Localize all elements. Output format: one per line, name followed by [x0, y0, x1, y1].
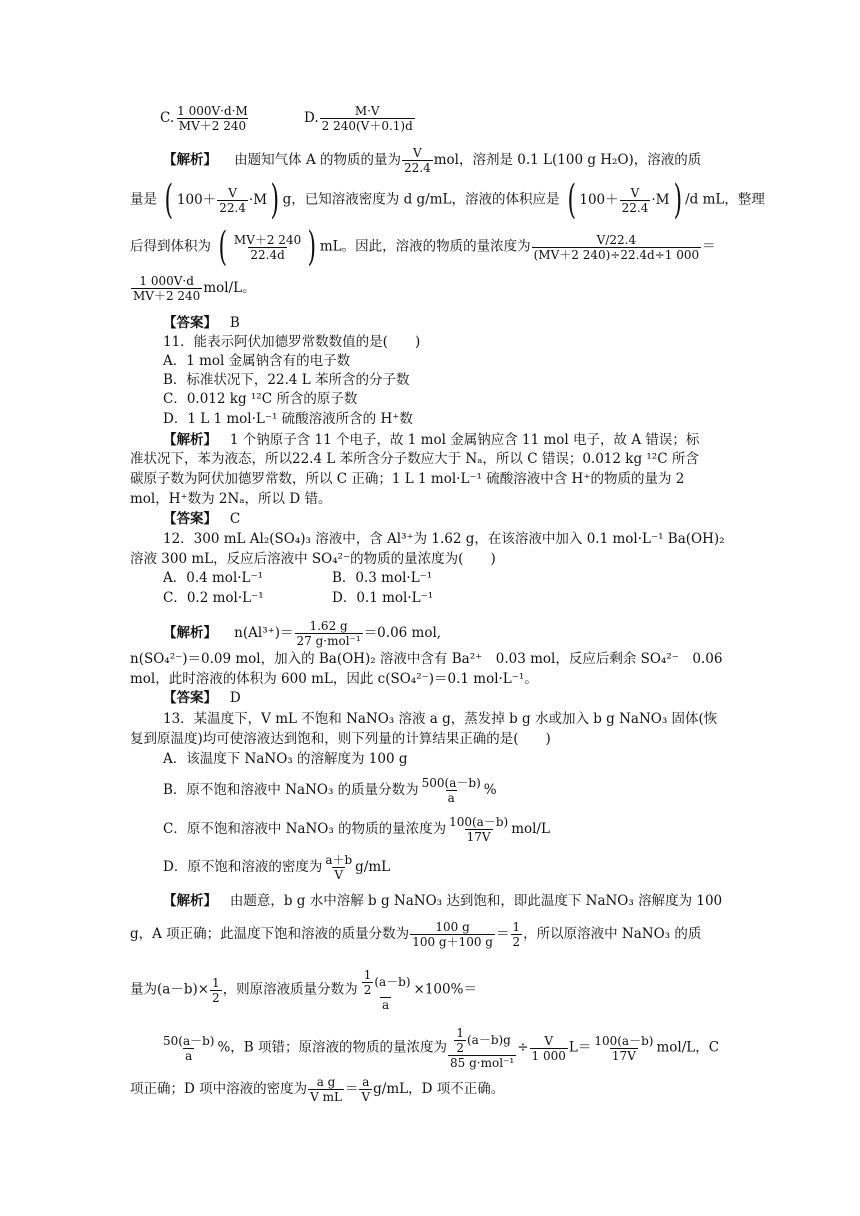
- fraction: [402, 146, 433, 175]
- q13-option-c: [163, 815, 550, 844]
- numerator: 100(a－b): [449, 815, 509, 829]
- fraction: [532, 233, 702, 262]
- denominator: MV＋2 240: [133, 289, 201, 303]
- q13-analysis-line4: [160, 1026, 719, 1070]
- text: g/mL: [355, 859, 391, 875]
- q10-answer: [163, 314, 240, 332]
- q13-analysis-line1: [163, 892, 722, 910]
- q12-analysis-line1: [163, 619, 441, 648]
- text: 后得到体积为: [130, 238, 211, 255]
- q11-analysis-line3: 碳原子数为阿伏加德罗常数，所以 C 正确；1 L 1 mol·L⁻¹ 硫酸溶液中含 H⁺的物质的量为 2: [130, 471, 685, 487]
- analysis-label: 【解析】: [163, 152, 217, 168]
- fraction: [359, 1075, 372, 1104]
- denominator: 17V: [466, 830, 491, 844]
- text: B．原不饱和溶液中 NaNO₃ 的质量分数为: [163, 782, 419, 798]
- fraction: [592, 1034, 655, 1063]
- q13-stem-line2: 复到原温度)均可使溶液达到饱和，则下列量的计算结果正确的是( ): [130, 731, 551, 747]
- denominator: 2: [363, 983, 372, 997]
- q13-analysis-line2: [130, 920, 701, 949]
- denominator: 85 g·mol⁻¹: [450, 1056, 515, 1070]
- q13-option-d: [163, 853, 390, 882]
- fraction: [410, 920, 495, 949]
- text: ·M: [651, 192, 670, 208]
- fraction: [454, 1026, 466, 1055]
- numerator: a＋b: [325, 853, 353, 867]
- text: n(Al³⁺)＝: [234, 625, 294, 641]
- numerator: 1: [363, 968, 372, 982]
- q13-analysis-line3: [130, 968, 477, 1012]
- option-label: D.: [304, 110, 319, 126]
- q13-stem-line1: 13．某温度下，V mL 不饱和 NaNO₃ 溶液 a g，蒸发掉 b g 水或加入 b g NaNO₃ 固体(恢: [163, 711, 718, 727]
- numerator: 500(a－b): [421, 776, 481, 790]
- analysis-label: 【解析】: [163, 432, 217, 448]
- denominator: a: [447, 791, 455, 805]
- paren-expression: ( $\frac{MV+2 240}{22.4d}$ ): [218, 224, 317, 270]
- numerator: 1 000V·d: [139, 274, 194, 288]
- numerator: 1: [212, 975, 220, 990]
- q11-answer: [163, 510, 240, 528]
- q10-analysis-line2: [130, 177, 765, 223]
- answer-label: 【答案】: [163, 511, 217, 527]
- numerator: [451, 1026, 513, 1055]
- text: 由题意，b g 水中溶解 b g NaNO₃ 达到饱和，即此温度下 NaNO₃ 溶解度为 100: [229, 893, 723, 909]
- q11-option-b: B．标准状况下，22.4 L 苯所含的分子数: [163, 372, 410, 388]
- denominator: MV＋2 240: [178, 119, 247, 133]
- text: 1 个钠原子含 11 个电子，故 1 mol 金属钠应含 11 mol 电子，故 A 错误；标: [229, 432, 700, 448]
- fraction: [511, 920, 523, 949]
- fraction: [448, 1026, 516, 1070]
- text: 100＋: [579, 192, 619, 208]
- fraction: [175, 104, 250, 133]
- text: mol/L，C: [656, 1039, 720, 1056]
- numerator: [359, 968, 413, 997]
- q11-analysis-line1: [163, 431, 699, 449]
- text: mol/L。: [203, 280, 256, 296]
- fraction: [232, 233, 303, 262]
- q10-option-d: [304, 104, 416, 133]
- fraction: [320, 104, 415, 133]
- text: L＝: [568, 1039, 592, 1056]
- text: 量是: [130, 191, 157, 208]
- paren-expression: ( 100＋ $\frac{V}{22.4}$ ·M ): [567, 177, 682, 223]
- numerator: 100(a－b): [594, 1033, 654, 1048]
- text: /d mL，整理: [685, 191, 765, 208]
- text: g，已知溶液密度为 d g/mL，溶液的体积应是: [282, 191, 560, 208]
- numerator: V/22.4: [596, 232, 637, 247]
- denominator: a: [382, 998, 390, 1012]
- text: ＝: [496, 926, 510, 942]
- fraction: [620, 186, 651, 215]
- denominator: 2: [512, 935, 521, 949]
- analysis-label: 【解析】: [163, 625, 217, 641]
- fraction: [161, 1034, 216, 1063]
- text: 由题知气体 A 的物质的量为: [234, 152, 402, 168]
- text: g/mL，D 项不正确。: [373, 1081, 505, 1097]
- analysis-label: 【解析】: [163, 893, 217, 909]
- q12-analysis-line2: n(SO₄²⁻)＝0.09 mol，加入的 Ba(OH)₂ 溶液中含有 Ba²⁺ 0.03 mol，反应后剩余 SO₄²⁻ 0.06: [130, 651, 723, 667]
- denominator: V: [334, 868, 344, 882]
- numerator: 1: [512, 920, 521, 934]
- numerator: 50(a－b): [163, 1033, 215, 1048]
- q11-analysis-line4: mol，H⁺数为 2Nₐ，所以 D 错。: [130, 491, 332, 507]
- text: C．原不饱和溶液中 NaNO₃ 的物质的量浓度为: [163, 821, 447, 837]
- text: ＝0.06 mol,: [363, 625, 442, 641]
- text: ＝: [702, 238, 716, 255]
- text: ，则原溶液质量分数为: [222, 981, 358, 998]
- fraction: [323, 853, 354, 882]
- q12-option-a: A．0.4 mol·L⁻¹: [163, 570, 264, 586]
- denominator: 100 g＋100 g: [412, 935, 493, 949]
- fraction: [308, 1075, 344, 1104]
- answer-value: C: [229, 511, 241, 527]
- numerator: MV＋2 240: [233, 232, 302, 247]
- q13-option-a: A．该温度下 NaNO₃ 的溶解度为 100 g: [163, 751, 408, 767]
- fraction: [362, 968, 374, 997]
- text: %: [483, 782, 497, 798]
- text: ×100%＝: [413, 981, 477, 998]
- q12-option-b: B．0.3 mol·L⁻¹: [332, 570, 433, 586]
- q11-option-c: C．0.012 kg ¹²C 所含的原子数: [163, 391, 358, 407]
- numerator: V: [413, 146, 422, 160]
- answer-value: B: [229, 315, 240, 331]
- fraction: [530, 1034, 568, 1063]
- denominator: 17V: [611, 1048, 636, 1063]
- text: (a－b): [374, 975, 411, 989]
- option-label: C.: [160, 110, 175, 126]
- q10-analysis-line3: [130, 224, 716, 270]
- q10-option-c: [160, 104, 251, 133]
- fraction: [210, 976, 222, 1005]
- paren-expression: ( 100＋ $\frac{V}{22.4}$ ·M ): [164, 177, 280, 223]
- q12-stem-line1: 12．300 mL Al₂(SO₄)₃ 溶液中，含 Al³⁺为 1.62 g，在该溶液中加入 0.1 mol·L⁻¹ Ba(OH)₂: [163, 531, 725, 547]
- answer-label: 【答案】: [163, 690, 217, 706]
- text: D．原不饱和溶液的密度为: [163, 859, 323, 875]
- text: mL。因此，溶液的物质的量浓度为: [319, 238, 531, 255]
- text: ·M: [248, 192, 268, 208]
- text: %，B 项错；原溶液的物质的量浓度为: [217, 1039, 448, 1056]
- denominator: 2: [212, 990, 220, 1005]
- denominator: 22.4: [404, 161, 431, 175]
- q12-stem-line2: 溶液 300 mL，反应后溶液中 SO₄²⁻的物质的量浓度为( ): [130, 551, 496, 567]
- numerator: V: [544, 1033, 554, 1048]
- denominator: V: [361, 1090, 371, 1104]
- fraction: [420, 776, 483, 805]
- denominator: 22.4: [219, 200, 246, 215]
- q11-option-d: D．1 L 1 mol·L⁻¹ 硫酸溶液所含的 H⁺数: [163, 411, 413, 427]
- q12-analysis-line3: mol，此时溶液的体积为 600 mL，因此 c(SO₄²⁻)＝0.1 mol·L⁻¹。: [130, 671, 538, 687]
- fraction: [217, 186, 248, 215]
- q13-analysis-line5: [130, 1075, 504, 1104]
- denominator: 22.4d: [250, 247, 285, 262]
- q13-option-b: [163, 776, 497, 805]
- fraction: [447, 815, 510, 844]
- text: 量为(a－b)×: [130, 981, 210, 998]
- q11-stem: 11．能表示阿伏加德罗常数数值的是( ): [163, 334, 421, 350]
- q11-analysis-line2: 准状况下，苯为液态，所以22.4 L 苯所含分子数应大于 Nₐ，所以 C 错误；0.012 kg ¹²C 所含: [130, 451, 699, 467]
- answer-value: D: [229, 690, 241, 706]
- denominator: 22.4: [621, 200, 649, 215]
- numerator: 1 000V·d·M: [177, 104, 248, 118]
- denominator: 2: [456, 1041, 464, 1055]
- denominator: V mL: [310, 1090, 342, 1104]
- denominator: (MV＋2 240)÷22.4d÷1 000: [533, 247, 700, 262]
- fraction: [359, 968, 413, 1012]
- text: 项正确；D 项中溶液的密度为: [130, 1081, 308, 1097]
- text: ，所以原溶液中 NaNO₃ 的质: [523, 926, 702, 942]
- q10-analysis-line4: [130, 274, 256, 303]
- answer-label: 【答案】: [163, 315, 217, 331]
- numerator: V: [228, 185, 237, 200]
- numerator: a g: [316, 1075, 336, 1089]
- text: g，A 项正确；此温度下饱和溶液的质量分数为: [130, 926, 410, 942]
- numerator: V: [630, 185, 640, 200]
- numerator: 1.62 g: [309, 619, 348, 633]
- text: mol，溶剂是 0.1 L(100 g H₂O)，溶液的质: [433, 152, 702, 168]
- q10-analysis-line1: [163, 146, 701, 175]
- q12-option-c: C．0.2 mol·L⁻¹: [163, 590, 264, 606]
- text: (a－b)g: [466, 1033, 511, 1047]
- numerator: 1: [456, 1026, 464, 1040]
- denominator: 2 240(V＋0.1)d: [321, 119, 413, 133]
- q12-option-d: D．0.1 mol·L⁻¹: [332, 590, 434, 606]
- denominator: 1 000: [531, 1048, 566, 1063]
- text: mol/L: [511, 821, 550, 837]
- denominator: a: [185, 1048, 193, 1063]
- text: ÷: [517, 1039, 529, 1056]
- numerator: 100 g: [435, 920, 470, 934]
- q12-answer: [163, 689, 241, 707]
- text: ＝: [344, 1081, 359, 1097]
- fraction: [295, 619, 363, 648]
- denominator: 27 g·mol⁻¹: [296, 634, 361, 648]
- numerator: a: [362, 1075, 370, 1089]
- fraction: [131, 274, 202, 303]
- text: 100＋: [176, 192, 217, 208]
- numerator: M·V: [354, 104, 380, 118]
- q11-option-a: A．1 mol 金属钠含有的电子数: [163, 353, 351, 369]
